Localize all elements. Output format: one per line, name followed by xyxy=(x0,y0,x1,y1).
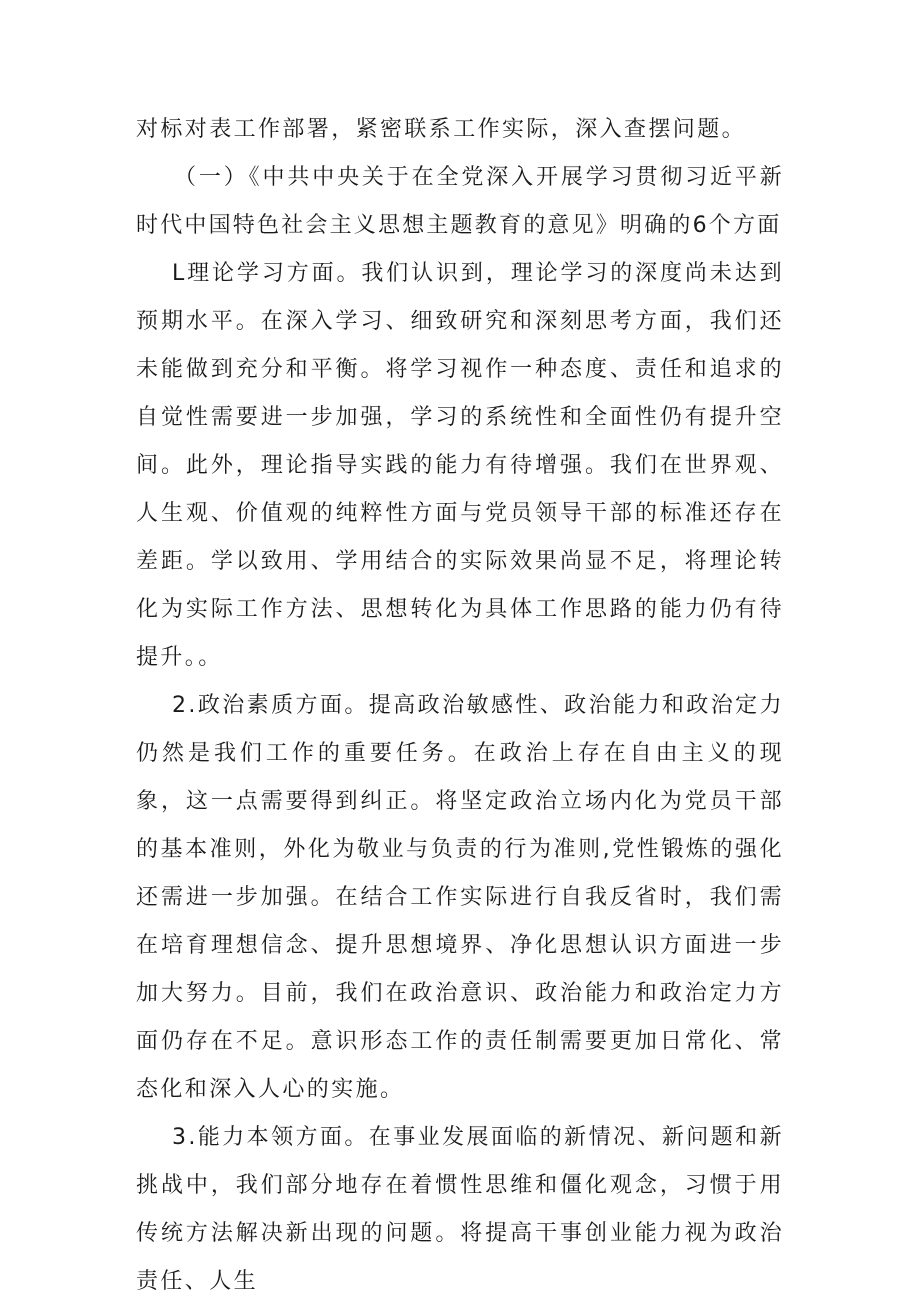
paragraph-theory-study: L理论学习方面。我们认识到，理论学习的深度尚未达到预期水平。在深入学习、细致研究和深刻思考方面，我们还未能做到充分和平衡。将学习视作一种态度、责任和追求的自觉性需要进一步加强，学习的系统性和全面性仍有提升空间。此外，理论指导实践的能力有待增强。我们在世界观、人生观、价值观的纯粹性方面与党员领导干部的标准还存在差距。学以致用、学用结合的实际效果尚显不足，将理论转化为实际工作方法、思想转化为具体工作思路的能力仍有待提升。。 xyxy=(136,261,784,670)
paragraph-intro: 对标对表工作部署，紧密联系工作实际，深入查摆问题。 xyxy=(136,117,747,142)
section-heading: （一）《中共中央关于在全党深入开展学习贯彻习近平新时代中国特色社会主义思想主题教育的意见》明确的6个方面 xyxy=(136,165,784,238)
paragraph-political-quality: 2.政治素质方面。提高政治敏感性、政治能力和政治定力仍然是我们工作的重要任务。在政治上存在自由主义的现象，这一点需要得到纠正。将坚定政治立场内化为党员干部的基本准则，外化为敬业与负责的行为准则,党性锻炼的强化还需进一步加强。在结合工作实际进行自我反省时，我们需在培育理想信念、提升思想境界、净化思想认识方面进一步加大努力。目前，我们在政治意识、政治能力和政治定力方面仍存在不足。意识形态工作的责任制需要更加日常化、常态化和深入人心的实施。 xyxy=(136,693,784,1102)
paragraph-ability: 3.能力本领方面。在事业发展面临的新情况、新问题和新挑战中，我们部分地存在着惯性思维和僵化观念，习惯于用传统方法解决新出现的问题。将提高干事创业能力视为政治责任、人生 xyxy=(136,1125,784,1294)
document-body xyxy=(136,106,784,1306)
